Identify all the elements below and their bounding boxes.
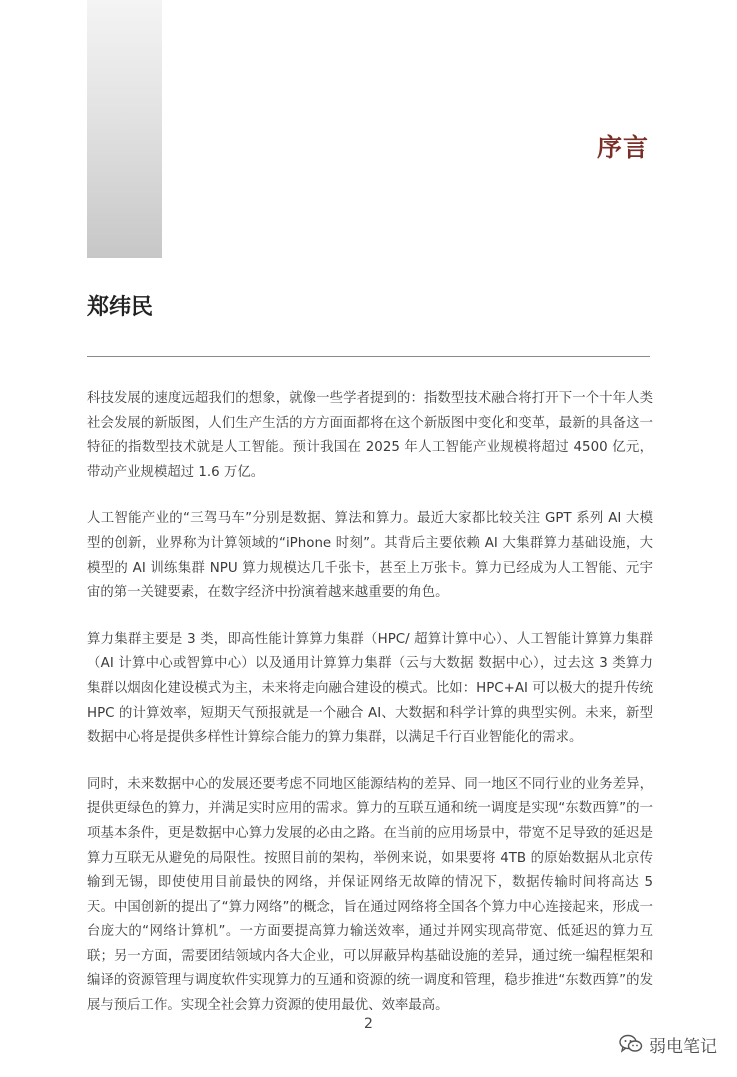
watermark [619, 1031, 717, 1057]
paragraph: 人工智能产业的“三驾马车”分别是数据、算法和算力。最近大家都比较关注 GPT 系列 AI 大模型的创新，业界称为计算领域的“iPhone 时刻”。其背后主要依赖 AI 大集群算力基础设施，大模型的 AI 训练集群 NPU 算力规模达几千张卡，甚至上万张卡。算力已经成为人工智能、元宇宙的第一关键要素，在数字经济中扮演着越来越重要的角色。 [87, 511, 653, 601]
page-number: 2 [364, 1016, 373, 1032]
watermark-text: 弱电笔记 [649, 1036, 717, 1057]
author-name: 郑纬民 [87, 295, 154, 320]
body-text [87, 387, 653, 1041]
wechat-icon [619, 1034, 643, 1054]
paragraph: 同时，未来数据中心的发展还要考虑不同地区能源结构的差异、同一地区不同行业的业务差异，提供更绿色的算力，并满足实时应用的需求。算力的互联互通和统一调度是实现“东数西算”的一项基本条件，更是数据中心算力发展的必由之路。在当前的应用场景中，带宽不足导致的延迟是算力互联无从避免的局限性。按照目前的架构，举例来说，如果要将 4TB 的原始数据从北京传输到无锡，即使使用目前最快的网络，并保证网络无故障的情况下，数据传输时间将高达 5 天。中国创新的提出了“算力网络”的概念，旨在通过网络将全国各个算力中心连接起来，形成一台庞大的“网络计算机”。一方面要提高算力输送效率，通过并网实现高带宽、低延迟的算力互联；另一方面，需要团结领域内各大企业，可以屏蔽异构基础设施的差异，通过统一编程框架和编译的资源管理与调度软件实现算力的互通和资源的统一调度和管理，稳步推进“东数西算”的发展与预后工作。实现全社会算力资源的使用最优、效率最高。 [87, 776, 653, 1014]
section-title: 序言 [596, 133, 649, 162]
paragraph: 算力集群主要是 3 类，即高性能计算算力集群（HPC/ 超算计算中心）、人工智能计算算力集群（AI 计算中心或智算中心）以及通用计算算力集群（云与大数据 数据中心），过去这 3 类算力集群以烟囱化建设模式为主，未来将走向融合建设的模式。比如：HPC+AI 可以极大的提升传统 HPC 的计算效率，短期天气预报就是一个融合 AI、大数据和科学计算的典型实例。未来，新型数据中心将是提供多样性计算综合能力的算力集群，以满足千行百业智能化的需求。 [87, 631, 653, 746]
paragraph: 科技发展的速度远超我们的想象，就像一些学者提到的：指数型技术融合将打开下一个十年人类社会发展的新版图，人们生产生活的方方面面都将在这个新版图中变化和变革，最新的具备这一特征的指数型技术就是人工智能。预计我国在 2025 年人工智能产业规模将超过 4500 亿元，带动产业规模超过 1.6 万亿。 [87, 391, 653, 480]
divider [87, 356, 650, 357]
decorative-gray-bar [87, 0, 162, 258]
